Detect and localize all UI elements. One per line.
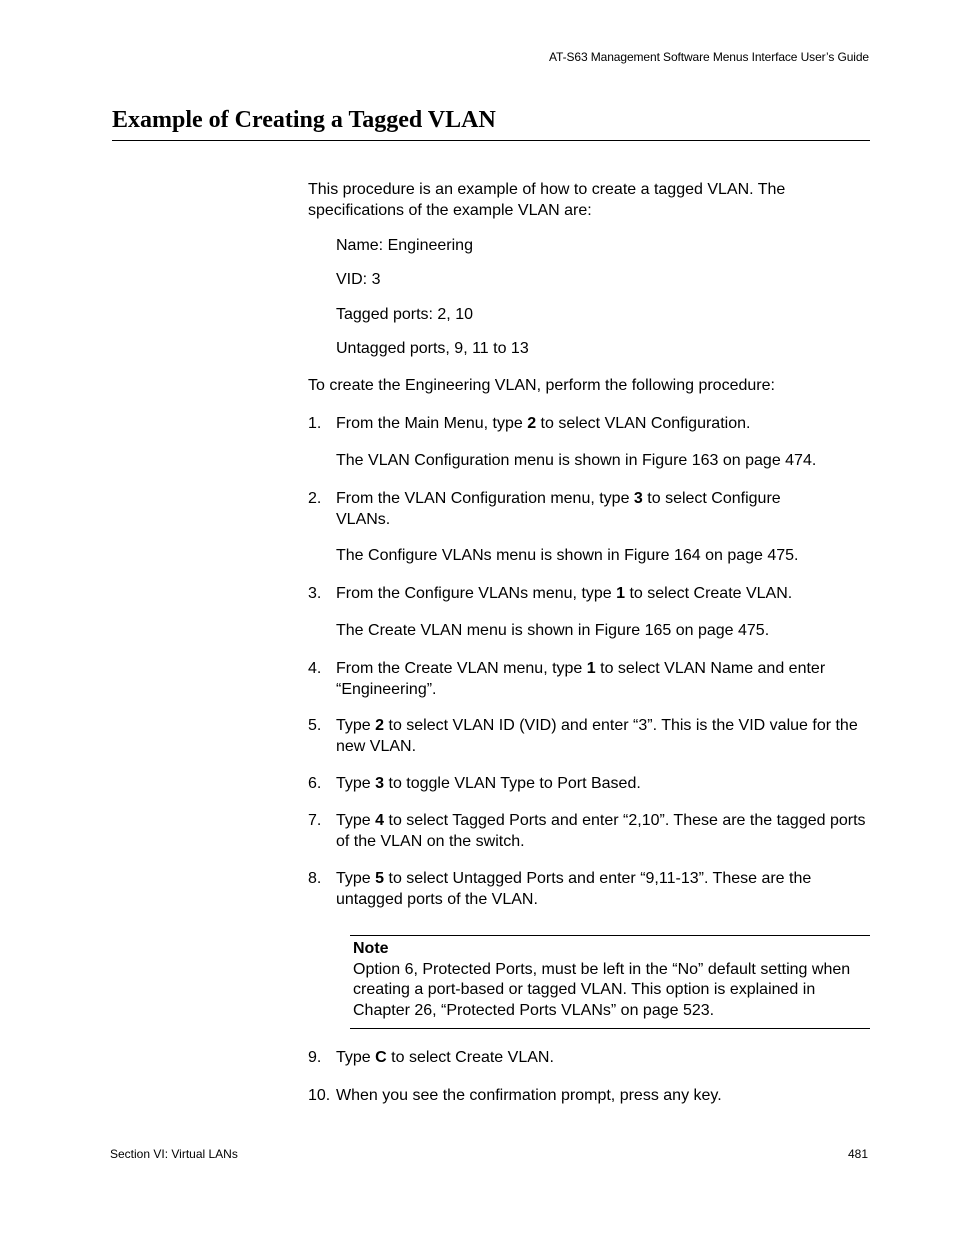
step-text: Type 5 to select Untagged Ports and enter “9,11-13”. These are the untagged ports of the VLAN. <box>336 870 812 908</box>
step-result: The VLAN Configuration menu is shown in Figure 163 on page 474. <box>336 452 817 469</box>
spec-name: Name: Engineering <box>336 237 473 254</box>
footer-page-number: 481 <box>847 1147 868 1161</box>
step-result: The Create VLAN menu is shown in Figure 165 on page 475. <box>336 622 770 639</box>
key-label: 3 <box>375 775 385 792</box>
key-label: 2 <box>527 415 537 432</box>
step-result: The Configure VLANs menu is shown in Figure 164 on page 475. <box>336 547 799 564</box>
note-text: Option 6, Protected Ports, must be left in the “No” default setting when creating a port-based or tagged VLAN. This option is explained in Chapter 26, “Protected Ports VLANs” on page 523. <box>353 960 851 1019</box>
section-title: Example of Creating a Tagged VLAN <box>112 107 496 133</box>
note-box <box>350 935 870 1029</box>
step-text: From the Create VLAN menu, type 1 to select VLAN Name and enter “Engineering”. <box>336 660 826 698</box>
note-title: Note <box>353 940 389 957</box>
step-text: Type 4 to select Tagged Ports and enter “2,10”. These are the tagged ports of the VLAN on the switch. <box>336 812 866 850</box>
spec-tagged-ports: Tagged ports: 2, 10 <box>336 306 473 323</box>
footer-section: Section VI: Virtual LANs <box>110 1147 238 1161</box>
running-header: AT-S63 Management Software Menus Interface User’s Guide <box>549 50 869 64</box>
spec-untagged-ports: Untagged ports, 9, 11 to 13 <box>336 340 529 357</box>
step-text: Type 3 to toggle VLAN Type to Port Based. <box>336 775 641 792</box>
key-label: 3 <box>633 490 643 507</box>
step-number: 10. <box>308 1087 331 1104</box>
key-label: 1 <box>586 660 596 677</box>
step-number: 9. <box>308 1049 322 1066</box>
step-number: 7. <box>308 812 322 829</box>
key-label: 5 <box>375 870 385 887</box>
key-label: 4 <box>375 812 385 829</box>
step-number: 6. <box>308 775 322 792</box>
step-text: From the VLAN Configuration menu, type 3 to select Configure VLANs. <box>336 490 781 528</box>
step-text: From the Main Menu, type 2 to select VLAN Configuration. <box>336 415 751 432</box>
step-number: 8. <box>308 870 322 887</box>
intro-paragraph: This procedure is an example of how to create a tagged VLAN. The specifications of the example VLAN are: <box>308 181 786 219</box>
spec-vid: VID: 3 <box>336 271 381 288</box>
step-number: 4. <box>308 660 322 677</box>
step-text: Type 2 to select VLAN ID (VID) and enter “3”. This is the VID value for the new VLAN. <box>336 717 858 755</box>
step-number: 3. <box>308 585 322 602</box>
key-label: 1 <box>616 585 626 602</box>
key-label: 2 <box>375 717 385 734</box>
step-number: 5. <box>308 717 322 734</box>
key-label: C <box>375 1049 387 1066</box>
title-rule <box>112 140 870 141</box>
step-text: Type C to select Create VLAN. <box>336 1049 554 1066</box>
step-number: 1. <box>308 415 322 432</box>
step-text: When you see the confirmation prompt, press any key. <box>336 1087 722 1104</box>
step-number: 2. <box>308 490 322 507</box>
lead-in-paragraph: To create the Engineering VLAN, perform the following procedure: <box>308 377 775 394</box>
step-text: From the Configure VLANs menu, type 1 to select Create VLAN. <box>336 585 793 602</box>
